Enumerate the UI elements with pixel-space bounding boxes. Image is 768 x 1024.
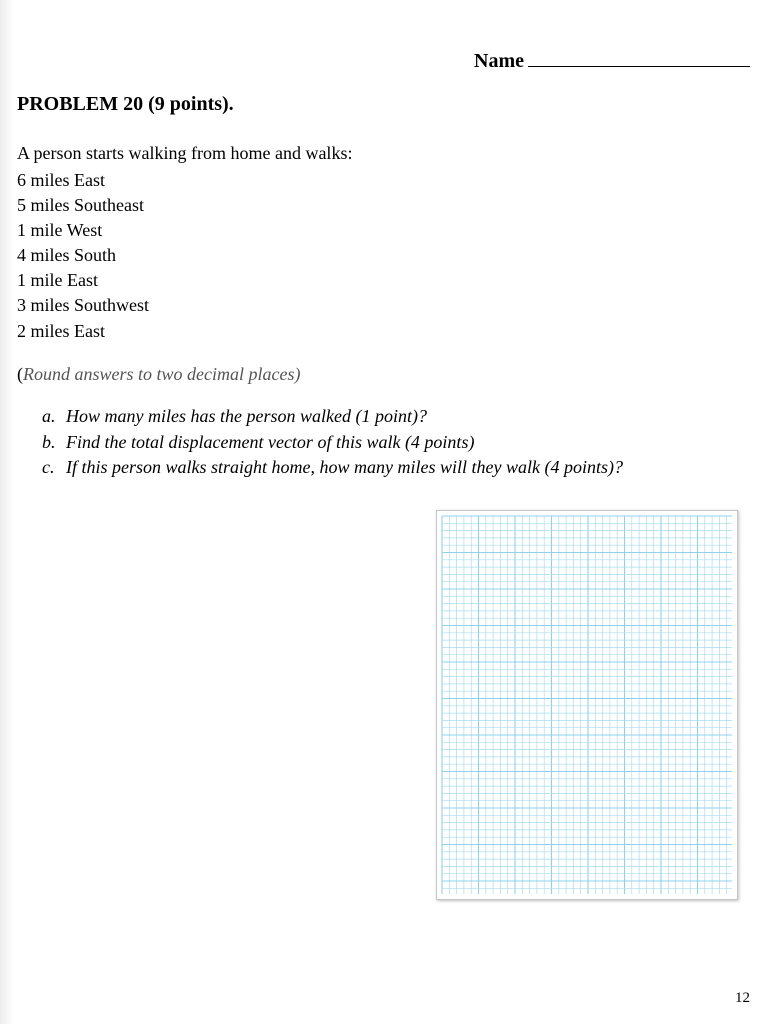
question-c [42,455,623,481]
question-b [42,430,623,456]
graph-paper[interactable] [436,510,738,900]
walk-step: 1 mile East [17,270,98,291]
walk-steps-list [17,168,149,344]
name-field [474,48,750,73]
question-a [42,404,623,430]
walk-step: 2 miles East [17,320,105,341]
page-number: 12 [735,990,750,1006]
walk-step: 5 miles Southeast [17,195,144,216]
walk-step: 3 miles Southwest [17,295,150,316]
graph-paper-grid [437,511,737,899]
walk-step: 1 mile West [17,220,103,241]
questions-list [42,404,623,481]
question-text: If this person walks straight home, how many miles will they walk (4 points)? [66,457,623,477]
question-letter: a. [42,406,56,426]
name-blank-line[interactable] [528,48,750,67]
rounding-text: Round answers to two decimal places) [23,364,301,384]
question-text: Find the total displacement vector of this walk (4 points) [66,431,475,452]
walk-step: 6 miles East [17,170,105,190]
question-text: How many miles has the person walked (1 point)? [66,406,427,426]
question-letter: c. [42,457,55,477]
question-letter: b. [42,431,56,452]
page-edge-shadow [0,0,14,1024]
walk-step: 4 miles South [17,245,117,266]
rounding-open-paren: ( [17,364,23,384]
rounding-instruction [17,364,300,385]
problem-intro: A person starts walking from home and walks: [17,143,353,163]
problem-title: PROBLEM 20 (9 points). [17,93,234,115]
name-label: Name [474,50,524,72]
